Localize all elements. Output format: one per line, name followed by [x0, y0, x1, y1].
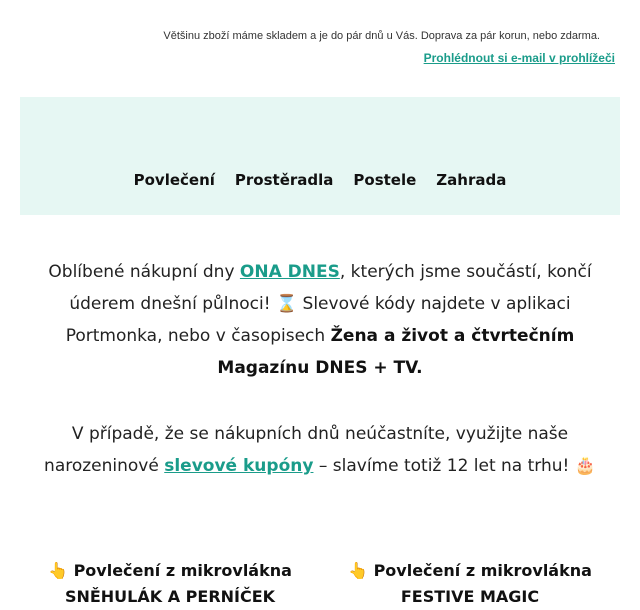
- product-card-snehulak[interactable]: [30, 558, 310, 610]
- intro-text-2: , kterých jsme součástí, končí úderem dnešní půlnoci!: [69, 262, 592, 314]
- pointing-hand-icon: 👆: [48, 561, 68, 580]
- nav-item-postele[interactable]: Postele: [353, 171, 417, 189]
- coupons-text-2: – slavíme totiž 12 let na trhu!: [313, 456, 575, 476]
- product-title: Povlečení z mikrovlákna: [373, 561, 592, 580]
- intro-text-1: Oblíbené nákupní dny: [48, 262, 240, 282]
- product-title-line: [330, 558, 610, 584]
- product-name: SNĚHULÁK A PERNÍČEK: [64, 587, 276, 606]
- nav-item-zahrada[interactable]: Zahrada: [436, 171, 507, 189]
- intro-paragraph: [20, 256, 620, 384]
- product-card-festive-magic[interactable]: [330, 558, 610, 610]
- header-note: Většinu zboží máme skladem a je do pár dnů u Vás. Doprava za pár korun, nebo zdarma.: [163, 30, 600, 42]
- nav-item-povleceni[interactable]: Povlečení: [133, 171, 215, 189]
- view-in-browser-link[interactable]: Prohlédnout si e-mail v prohlížeči: [423, 51, 615, 65]
- nav-item-prosteradla[interactable]: Prostěradla: [234, 171, 334, 189]
- coupons-text-1: V případě, že se nákupních dnů neúčastníte, využijte naše narozeninové: [44, 424, 569, 476]
- ona-dnes-link[interactable]: ONA DNES: [239, 262, 340, 282]
- hourglass-icon: ⌛: [275, 294, 298, 314]
- pointing-hand-icon: 👆: [348, 561, 368, 580]
- discount-coupons-link[interactable]: slevové kupóny: [164, 456, 314, 476]
- coupons-paragraph: [20, 418, 620, 482]
- magazines-bold-text: Žena a život a čtvrtečním Magazínu DNES + TV.: [217, 326, 575, 378]
- cake-icon: 🎂: [574, 456, 596, 476]
- header-banner: [20, 97, 620, 215]
- product-title: Povlečení z mikrovlákna: [73, 561, 292, 580]
- product-name: FESTIVE MAGIC: [400, 587, 540, 606]
- product-title-line: [30, 558, 310, 584]
- main-nav: [20, 171, 620, 189]
- intro-text-3: Slevové kódy najdete v aplikaci Portmonka, nebo v časopisech: [65, 294, 571, 346]
